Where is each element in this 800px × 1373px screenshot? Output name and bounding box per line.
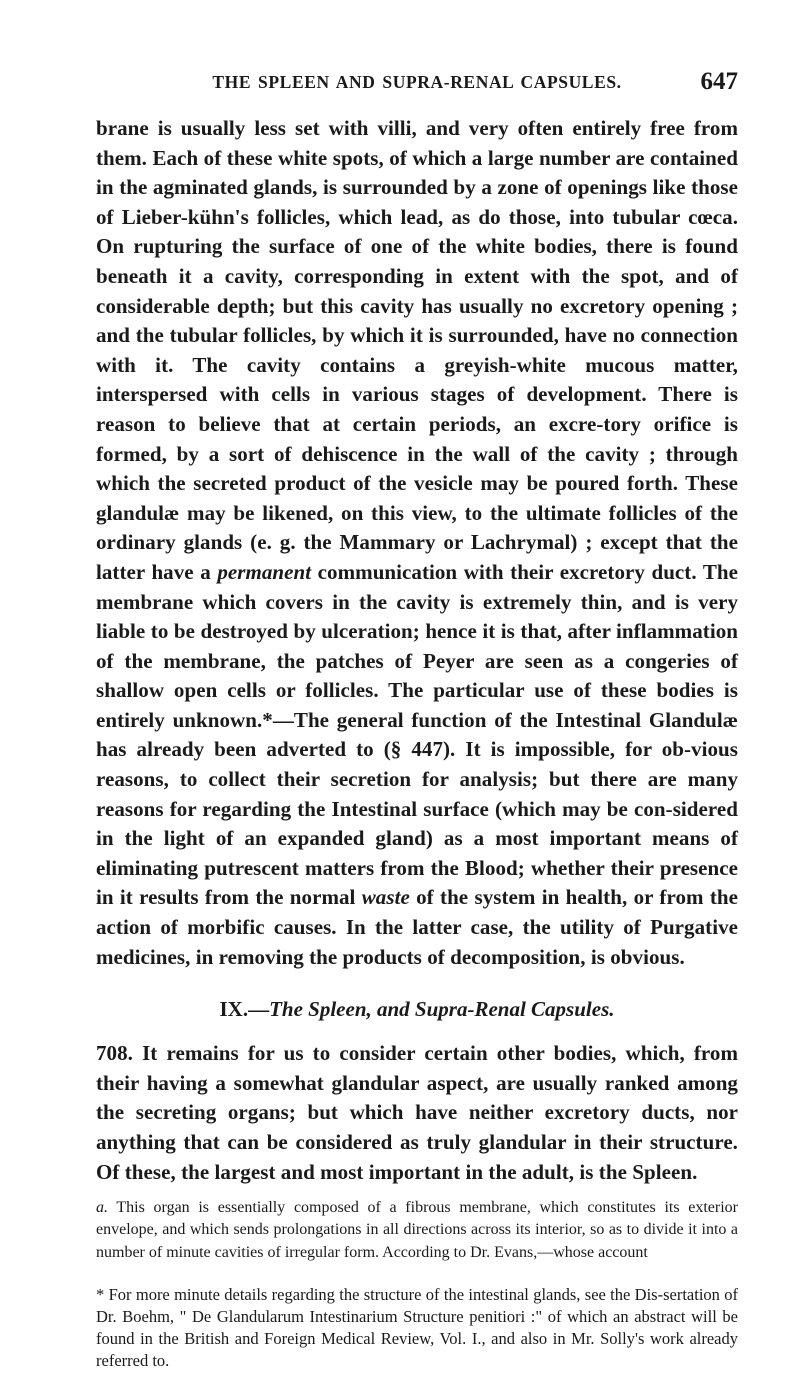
small-paragraph [96,1197,738,1264]
section-title: The Spleen, and Supra-Renal Capsules. [269,997,615,1022]
footnote: * For more minute details regarding the structure of the intestinal glands, see the Dis-sertation of Dr. Boehm, " De Glandularum Intestinarium Structure penitiori :" of which an abstract will be found in the British and Foreign Medical Review, Vol. I., and also in Mr. Solly's work already referred to. [96,1284,738,1371]
emphasis-waste: waste [361,885,410,910]
paragraph-continued [96,114,738,972]
paragraph-708: 708. It remains for us to consider certain other bodies, which, from their having a somewhat glandular aspect, are usually ranked among the secreting organs; but which have neither excretory ducts, nor anything that can be considered as truly glandular in their structure. Of these, the largest and most important in the adult, is the Spleen. [96,1041,738,1184]
paragraph-text-part: communication with their excretory duct. The membrane which covers in the cavity is extremely thin, and is very liable to be destroyed by ulceration; hence it is that, after inflammation of the membrane, the patches of Peyer are seen as a congeries of shallow open cells or follicles. The particular use of these bodies is entirely unknown.*—The general function of the Intestinal Glandulæ has already been adverted to (§ 447). It is impossible, for ob-vious reasons, to collect their secretion for analysis; but there are many reasons for regarding the Intestinal surface (which may be con-sidered in the light of an expanded gland) as a most important means of eliminating putrescent matters from the Blood; whether their presence in it results from the normal [96,559,738,910]
running-head [96,68,738,100]
section-number: IX.— [219,997,270,1022]
running-title: THE SPLEEN AND SUPRA-RENAL CAPSULES. [212,72,622,92]
paragraph-text-part: brane is usually less set with villi, and very often entirely free from them. Each of these white spots, of which a large number are contained in the agminated glands, is surrounded by a zone of openings like those of Lieber-kühn's follicles, which lead, as do those, into tubular cœca. On rupturing the surface of one of the white bodies, there is found beneath it a cavity, corresponding in extent with the spot, and of considerable depth; but this cavity has usually no excretory opening ; and the tubular follicles, by which it is surrounded, have no connection with it. The cavity contains a greyish-white mucous matter, interspersed with cells in various stages of development. There is reason to believe that at certain periods, an excre-tory orifice is formed, by a sort of dehiscence in the wall of the cavity ; through which the secreted product of the vesicle may be poured forth. These glandulæ may be likened, on this view, to the ultimate follicles of the ordinary glands (e. g. the Mammary or Lachrymal) ; except that the latter have a [96,116,738,584]
emphasis-permanent: permanent [217,559,312,584]
small-paragraph-text: This organ is essentially composed of a fibrous membrane, which constitutes its exterior envelope, and which sends prolongations in all directions across its interior, so as to divide it into a number of minute cavities of irregular form. According to Dr. Evans,—whose account [96,1199,738,1261]
page-number: 647 [700,68,738,95]
small-paragraph-label: a. [96,1199,108,1217]
book-page [96,68,738,1373]
section-heading [96,994,738,1024]
paragraph-text-part: of the system in health, or from the action of morbific causes. In the latter case, the utility of Purgative medicines, in removing the products of decomposition, is obvious. [96,885,738,969]
